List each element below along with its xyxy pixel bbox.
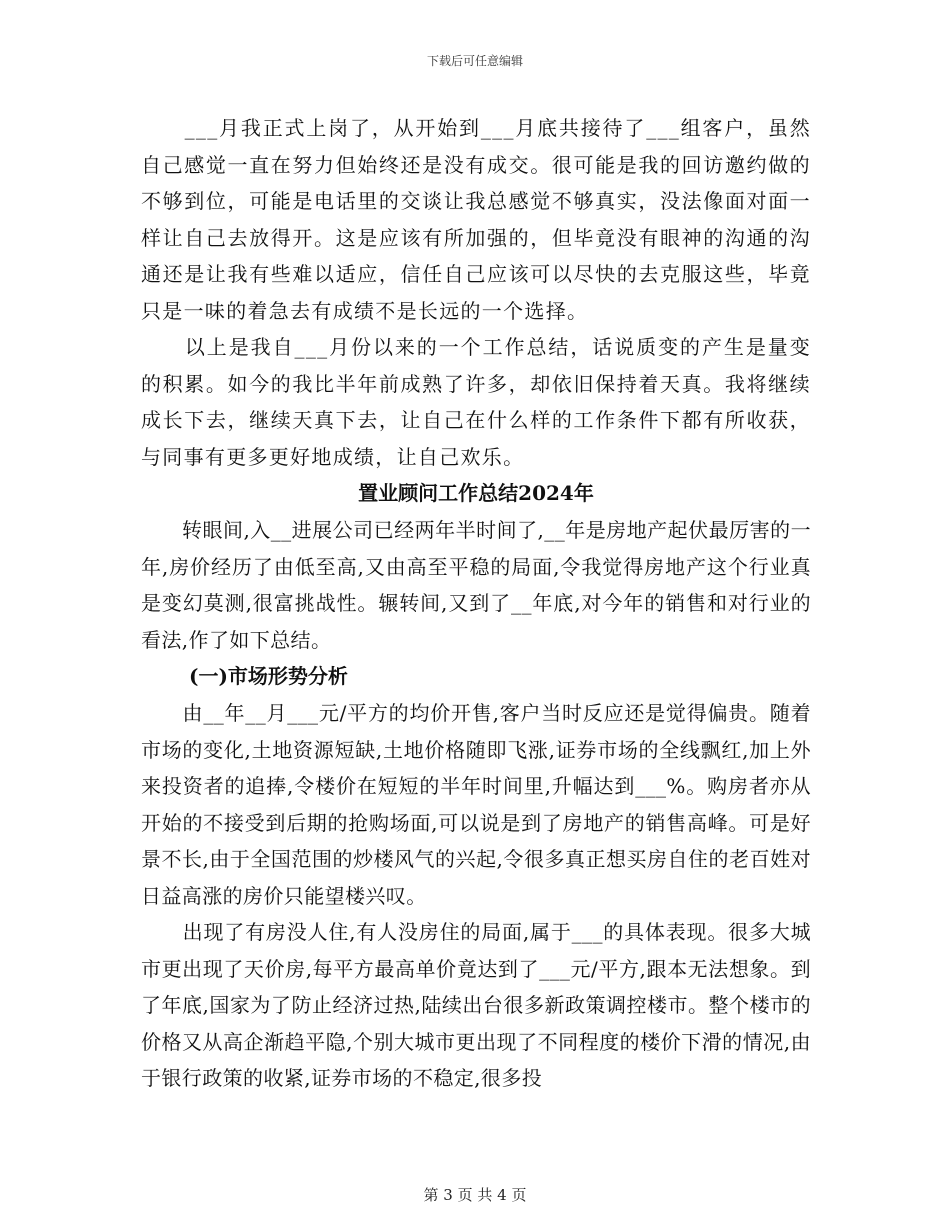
body-paragraph: 由__年__月___元/平方的均价开售,客户当时反应还是觉得偏贵。随着市场的变化,土地资源短缺,土地价格随即飞涨,证券市场的全线飘红,加上外来投资者的追捧,令楼价在短短的半年时间里,升幅达到___%。购房者亦从开始的不接受到后期的抢购场面,可以说是到了房地产的销售高峰。可是好景不长,由于全国范围的炒楼风气的兴起,令很多真正想买房自住的老百姓对日益高涨的房价只能望楼兴叹。 [141,701,811,908]
summary-section [141,110,811,475]
section-title: 置业顾问工作总结2024年 [358,481,594,505]
intro-paragraph: 转眼间,入__进展公司已经两年半时间了,__年是房地产起伏最厉害的一年,房价经历了由低至高,又由高至平稳的局面,令我觉得房地产这个行业真是变幻莫测,很富挑战性。辗转间,又到了__年底,对今年的销售和对行业的看法,作了如下总结。 [141,518,811,652]
body-paragraph: 以上是我自___月份以来的一个工作总结，话说质变的产生是量变的积累。如今的我比半年前成熟了许多，却依旧保持着天真。我将继续成长下去，继续天真下去，让自己在什么样的工作条件下都有所收获，与同事有更多更好地成绩，让自己欢乐。 [141,335,811,469]
document-body [141,110,811,1097]
page-number: 第 3 页 共 4 页 [423,1186,527,1204]
page-header-note: 下载后可任意编辑 [426,54,523,68]
subheading-market-analysis: (一)市场形势分析 [189,664,348,688]
body-paragraph: ___月我正式上岗了，从开始到___月底共接待了___组客户，虽然自己感觉一直在努力但始终还是没有成交。很可能是我的回访邀约做的不够到位，可能是电话里的交谈让我总感觉不够真实，没法像面对面一样让自己去放得开。这是应该有所加强的，但毕竟没有眼神的沟通的沟通还是让我有些难以适应，信任自己应该可以尽快的去克服这些，毕竟只是一味的着急去有成绩不是长远的一个选择。 [141,116,811,323]
body-paragraph: 出现了有房没人住,有人没房住的局面,属于___的具体表现。很多大城市更出现了天价房,每平方最高单价竟达到了___元/平方,跟本无法想象。到了年底,国家为了防止经济过热,陆续出台很多新政策调控楼市。整个楼市的价格又从高企渐趋平隐,个别大城市更出现了不同程度的楼价下滑的情况,由于银行政策的收紧,证券市场的不稳定,很多投 [141,920,811,1090]
